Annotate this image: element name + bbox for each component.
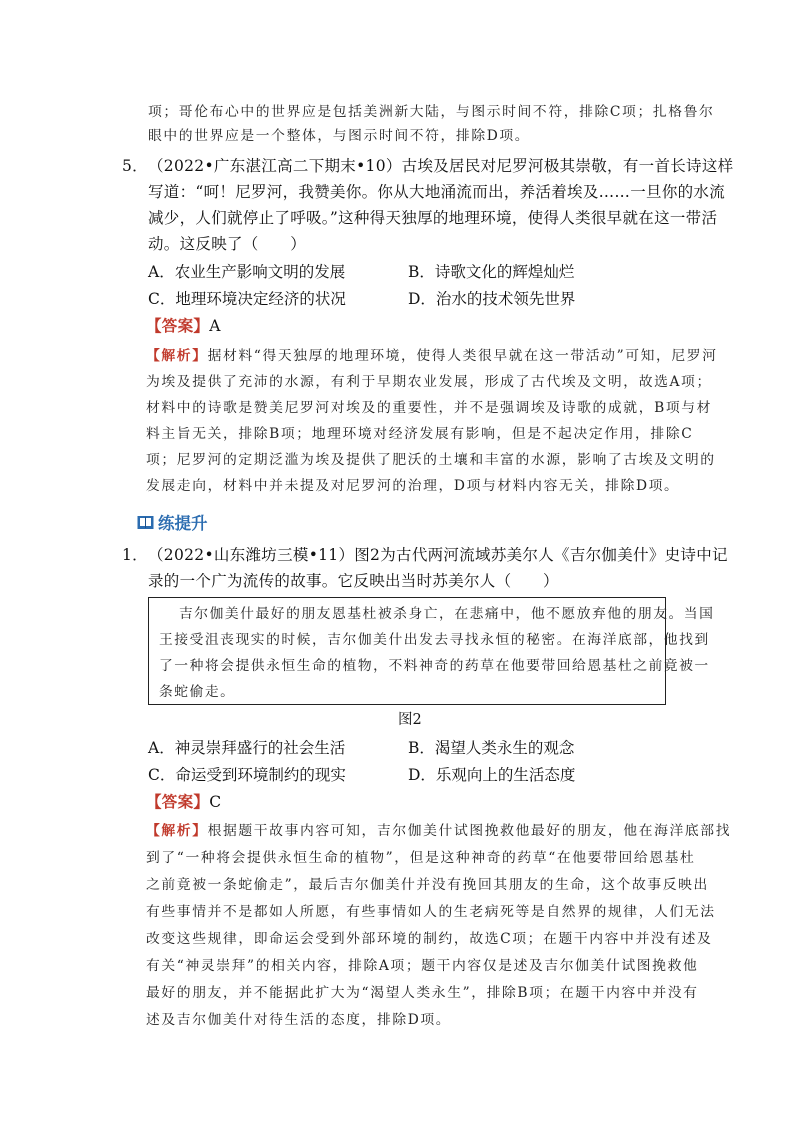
analysis-line: 发展走向，材料中并未提及对尼罗河的治理，D项与材料内容无关，排除D项。: [146, 478, 680, 494]
story-line: 王接受沮丧现实的时候，吉尔伽美什出发去寻找永恒的秘密。在海洋底部，他找到: [159, 632, 710, 648]
analysis-line: 为埃及提供了充沛的水源，有利于早期农业发展，形成了古代埃及文明，故选A项；: [146, 374, 712, 390]
analysis-line: 据材料“得天独厚的地理环境，使得人类很早就在这一带活动”可知，尼罗河: [207, 348, 718, 364]
option-c: C．地理环境决定经济的状况: [148, 290, 346, 308]
story-figure-box: [148, 597, 715, 705]
section-title: 练提升: [158, 514, 208, 533]
analysis-line: 到了“一种将会提供永恒生命的植物”，但是这种神奇的药草“在他要带回给恩基杜: [146, 850, 696, 866]
continuation-line: 眼中的世界应是一个整体，与图示时间不符，排除D项。: [148, 128, 531, 144]
analysis-line: 料主旨无关，排除B项；地理环境对经济发展有影响，但是不起决定作用，排除C: [146, 426, 694, 442]
story-line: 吉尔伽美什最好的朋友恩基杜被杀身亡，在悲痛中，他不愿放弃他的朋友。当国: [179, 606, 715, 622]
option-c: C．命运受到环境制约的现实: [148, 766, 346, 784]
question-number: 1．: [122, 546, 148, 564]
analysis-tag: 【解析】: [146, 823, 208, 839]
option-d: D．乐观向上的生活态度: [408, 766, 576, 784]
continuation-line: 项；哥伦布心中的世界应是包括美洲新大陆，与图示时间不符，排除C项；扎格鲁尔: [148, 104, 715, 120]
story-line: 条蛇偷走。: [159, 684, 236, 700]
answer-value: C: [209, 793, 222, 811]
figure-caption: 图2: [398, 712, 422, 728]
answer-value: A: [209, 317, 221, 335]
analysis-line: 之前竟被一条蛇偷走”，最后吉尔伽美什并没有挽回其朋友的生命，这个故事反映出: [146, 877, 709, 893]
option-a: A．农业生产影响文明的发展: [148, 263, 346, 281]
question-stem-line: 动。这反映了（ ）: [148, 235, 307, 253]
option-a: A．神灵崇拜盛行的社会生活: [148, 739, 346, 757]
analysis-line: 根据题干故事内容可知，吉尔伽美什试图挽救他最好的朋友，他在海洋底部找: [207, 823, 732, 839]
analysis-line: 材料中的诗歌是赞美尼罗河对埃及的重要性，并不是强调埃及诗歌的成就，B项与材: [146, 400, 713, 416]
question-number: 5．: [122, 157, 148, 175]
option-d: D．治水的技术领先世界: [408, 290, 576, 308]
section-heading: [137, 510, 208, 534]
analysis-line: 改变这些规律，即命运会受到外部环境的制约，故选C项；在题干内容中并没有述及: [146, 931, 713, 947]
story-line: 了一种将会提供永恒生命的植物，不料神奇的药草在他要带回给恩基杜之前竟被一: [159, 658, 710, 674]
question-stem-line: 写道：“呵！尼罗河，我赞美你。你从大地涌流而出，养活着埃及……一旦你的水流: [148, 183, 726, 201]
question-stem-line: （2022•广东湛江高二下期末•10）古埃及居民对尼罗河极其崇敬，有一首长诗这样: [148, 157, 734, 175]
answer-row: [146, 790, 221, 812]
analysis-line: 述及吉尔伽美什对待生活的态度，排除D项。: [146, 1012, 452, 1028]
analysis-line: 有关“神灵崇拜”的相关内容，排除A项；题干内容仅是述及吉尔伽美什试图挽救他: [146, 958, 699, 974]
book-icon: [137, 515, 154, 530]
answer-tag: 【答案】: [146, 316, 210, 335]
analysis-line: 项；尼罗河的定期泛滥为埃及提供了肥沃的土壤和丰富的水源，影响了古埃及文明的: [146, 452, 716, 468]
question-stem-line: （2022•山东潍坊三模•11）图2为古代两河流域苏美尔人《吉尔伽美什》史诗中记: [148, 546, 728, 564]
analysis-line: 有些事情并不是都如人所愿，有些事情如人的生老病死等是自然界的规律，人们无法: [146, 904, 716, 920]
option-b: B．渴望人类永生的观念: [408, 739, 575, 757]
answer-row: [146, 314, 221, 336]
option-b: B．诗歌文化的辉煌灿烂: [408, 263, 575, 281]
analysis-tag: 【解析】: [146, 348, 208, 364]
answer-tag: 【答案】: [146, 792, 210, 811]
question-stem-line: 减少，人们就停止了呼吸。”这种得天独厚的地理环境，使得人类很早就在这一带活: [148, 209, 718, 227]
analysis-line: 最好的朋友，并不能据此扩大为“渴望人类永生”，排除B项；在题干内容中并没有: [146, 985, 699, 1001]
question-stem-line: 录的一个广为流传的故事。它反映出当时苏美尔人（ ）: [148, 572, 559, 590]
